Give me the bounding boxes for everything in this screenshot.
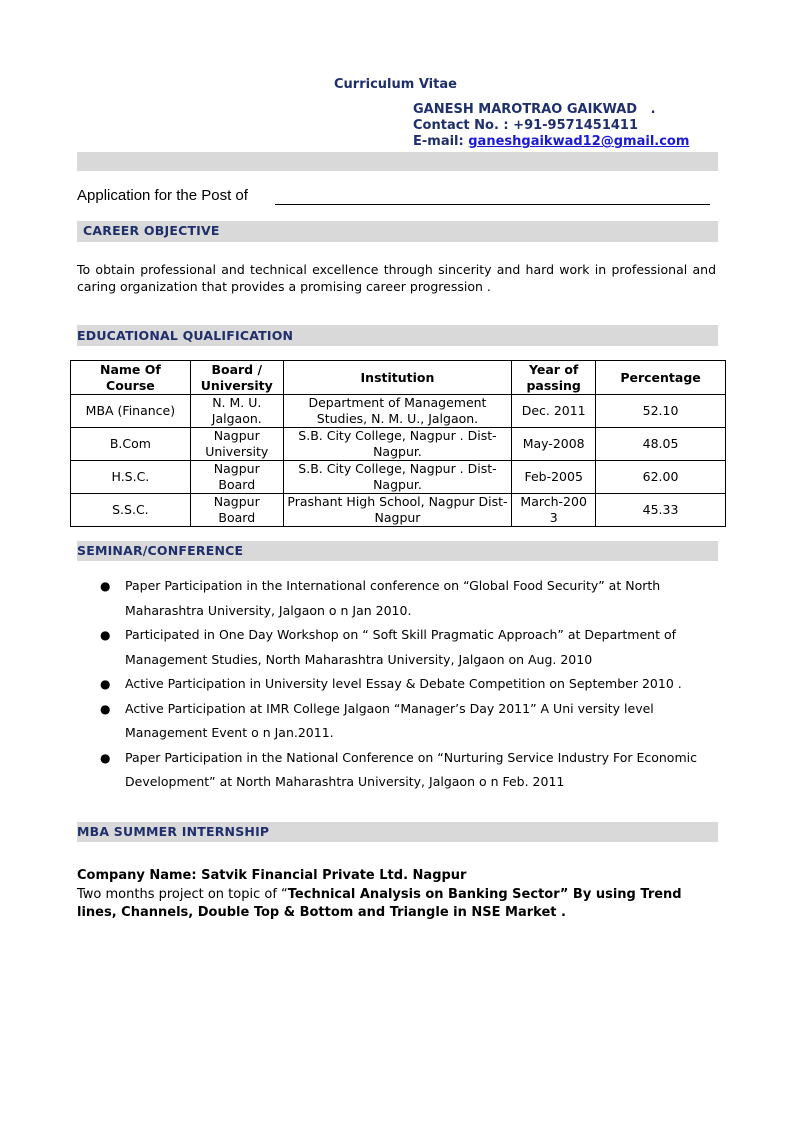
- career-objective-bar: [77, 221, 718, 242]
- seminar-bar: [77, 541, 718, 561]
- table-cell: S.B. City College, Nagpur . Dist-Nagpur.: [283, 461, 511, 494]
- education-heading: EDUCATIONAL QUALIFICATION: [77, 328, 294, 343]
- internship-company: Company Name: Satvik Financial Private Ltd. Nagpur: [77, 868, 467, 883]
- table-cell: Dec. 2011: [512, 395, 596, 428]
- list-item-text: Paper Participation in the International conference on “Global Food Security” at North Maharashtra University, Jalgaon o n Jan 2010.: [125, 578, 661, 618]
- email-link[interactable]: ganeshgaikwad12@gmail.com: [468, 134, 690, 149]
- table-cell: 52.10: [596, 395, 726, 428]
- table-row: [71, 428, 726, 461]
- application-label: Application for the Post of: [77, 187, 248, 204]
- column-header: Institution: [283, 361, 511, 395]
- seminar-heading: SEMINAR/CONFERENCE: [77, 543, 244, 558]
- table-cell: B.Com: [71, 428, 191, 461]
- table-cell: MBA (Finance): [71, 395, 191, 428]
- list-item-text: Participated in One Day Workshop on “ Soft Skill Pragmatic Approach” at Department of Management Studies, North Maharashtra University, Jalgaon on Aug. 2010: [125, 627, 677, 667]
- table-cell: 45.33: [596, 494, 726, 527]
- list-item-text: Active Participation at IMR College Jalgaon “Manager’s Day 2011” A Uni versity level Management Event o n Jan.2011.: [125, 700, 654, 740]
- column-header: Percentage: [596, 361, 726, 395]
- list-item-text: Active Participation in University level Essay & Debate Competition on September 2010 .: [125, 676, 682, 691]
- table-cell: Nagpur Board: [190, 494, 283, 527]
- table-cell: Nagpur Board: [190, 461, 283, 494]
- contact-label: Contact No. :: [413, 118, 509, 133]
- internship-bar: [77, 822, 718, 842]
- table-cell: Feb-2005: [512, 461, 596, 494]
- table-row: [71, 461, 726, 494]
- table-cell: H.S.C.: [71, 461, 191, 494]
- table-header-row: [71, 361, 726, 395]
- table-cell: 48.05: [596, 428, 726, 461]
- table-cell: N. M. U. Jalgaon.: [190, 395, 283, 428]
- column-header: Year of passing: [512, 361, 596, 395]
- career-objective-text: To obtain professional and technical excellence through sincerity and hard work in professional and caring organization that provides a promising career progression .: [77, 262, 716, 294]
- table-cell: S.B. City College, Nagpur . Dist-Nagpur.: [283, 428, 511, 461]
- cv-title: Curriculum Vitae: [334, 77, 457, 92]
- list-item: [0, 672, 715, 697]
- education-bar: [77, 325, 718, 346]
- bullet-icon: ●: [100, 750, 111, 765]
- candidate-name: GANESH MAROTRAO GAIKWAD .: [413, 102, 656, 117]
- table-cell: May-2008: [512, 428, 596, 461]
- education-table: [70, 360, 726, 527]
- email-line: [413, 134, 689, 149]
- list-item: [0, 746, 715, 795]
- table-row: [71, 395, 726, 428]
- table-row: [71, 494, 726, 527]
- list-item-text: Paper Participation in the National Conference on “Nurturing Service Industry For Economic Development” at North Maharashtra University, Jalgaon o n Feb. 2011: [125, 749, 697, 789]
- header-divider-bar: [77, 152, 718, 171]
- internship-project: [77, 886, 717, 922]
- internship-project-prefix: Two months project on topic of “: [77, 887, 288, 902]
- bullet-icon: ●: [100, 628, 111, 642]
- table-cell: Prashant High School, Nagpur Dist-Nagpur: [283, 494, 511, 527]
- column-header: Name Of Course: [71, 361, 191, 395]
- bullet-icon: ●: [100, 677, 111, 691]
- table-cell: Department of Management Studies, N. M. U., Jalgaon.: [283, 395, 511, 428]
- email-label: E-mail:: [413, 134, 464, 149]
- bullet-icon: ●: [100, 701, 111, 716]
- list-item: [0, 697, 715, 746]
- contact-number-line: [413, 118, 638, 133]
- seminar-list: [0, 574, 793, 795]
- table-cell: Nagpur University: [190, 428, 283, 461]
- table-cell: March-200 3: [512, 494, 596, 527]
- career-objective-heading: CAREER OBJECTIVE: [83, 223, 220, 238]
- internship-project-topic: Technical Analysis on Banking Sector” By using Trend lines, Channels, Double Top & Bottom and Triangle in NSE Market .: [77, 887, 682, 920]
- list-item: [0, 623, 715, 672]
- table-cell: S.S.C.: [71, 494, 191, 527]
- table-cell: 62.00: [596, 461, 726, 494]
- list-item: [0, 574, 715, 623]
- contact-number: +91-9571451411: [513, 118, 639, 133]
- internship-heading: MBA SUMMER INTERNSHIP: [77, 824, 270, 839]
- column-header: Board / University: [190, 361, 283, 395]
- bullet-icon: ●: [100, 579, 111, 593]
- application-blank-line: [275, 204, 710, 205]
